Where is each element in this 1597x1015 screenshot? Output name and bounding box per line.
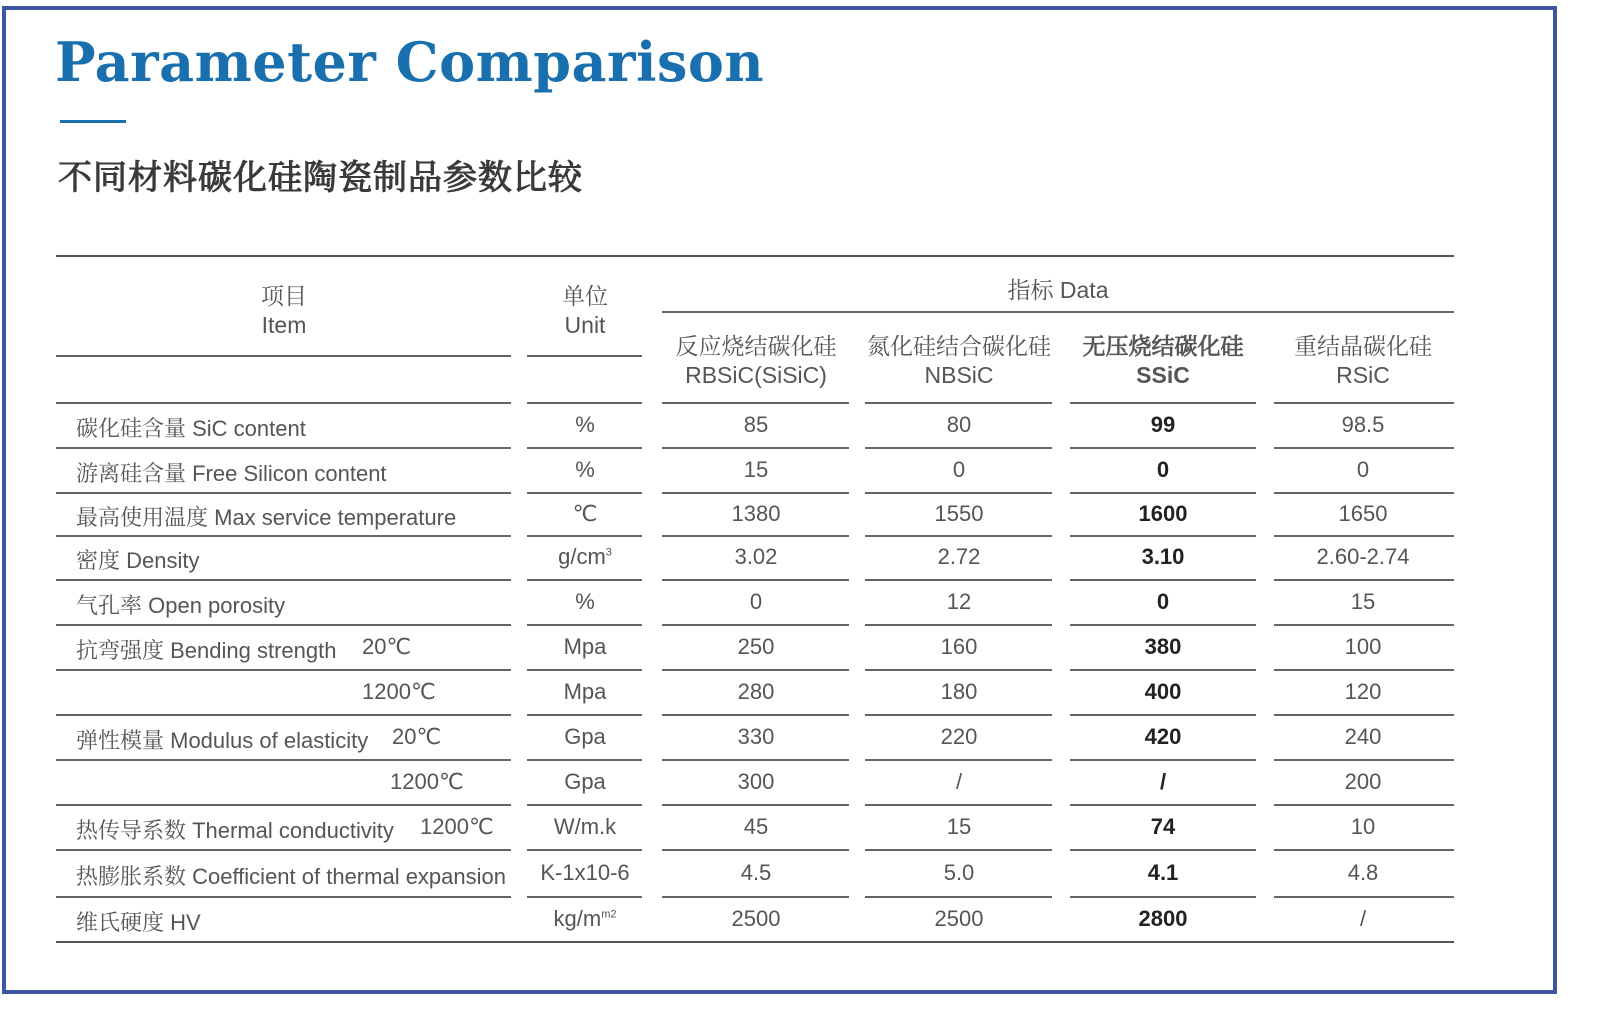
row-rule-value: [662, 669, 849, 671]
row-unit: [558, 544, 612, 570]
row-condition: 1200℃: [390, 769, 464, 794]
row-unit-text: %: [575, 589, 595, 614]
row-rule-item: [56, 804, 511, 806]
row-value: 0: [952, 457, 966, 482]
row-value: 400: [1144, 679, 1182, 704]
row-rule-value: [1070, 624, 1256, 626]
row-rule-item: [56, 669, 511, 671]
row-rule-item: [56, 759, 511, 761]
row-item-label: 最高使用温度 Max service temperature: [76, 505, 457, 530]
row-unit: [575, 412, 595, 438]
row-value: 2500: [934, 906, 984, 931]
row-value: /: [1159, 769, 1167, 794]
row-value: 280: [737, 679, 775, 704]
row-rule-value: [865, 849, 1052, 851]
row-unit: [564, 634, 607, 660]
row-item-label: 气孔率 Open porosity: [76, 593, 286, 618]
page-subtitle: 不同材料碳化硅陶瓷制品参数比较: [58, 158, 583, 198]
row-rule-value: [865, 669, 1052, 671]
row-rule-value: [1274, 714, 1454, 716]
row-unit: [575, 457, 595, 483]
material-header-en: RSiC: [1336, 362, 1390, 388]
row-rule-value: [865, 447, 1052, 449]
row-unit-text: W/m.k: [553, 814, 617, 839]
row-unit-superscript: m2: [601, 908, 617, 921]
row-rule-value: [1274, 624, 1454, 626]
row-value: 15: [1350, 589, 1376, 614]
row-value: 380: [1144, 634, 1182, 659]
row-rule-value: [1070, 714, 1256, 716]
row-value: 420: [1144, 724, 1182, 749]
row-rule-value: [1274, 759, 1454, 761]
row-value: 4.8: [1347, 860, 1379, 885]
row-value: 74: [1150, 814, 1176, 839]
row-rule-unit: [527, 896, 642, 898]
table-bottom-rule: [56, 941, 1454, 943]
row-rule-unit: [527, 579, 642, 581]
row-rule-value: [865, 535, 1052, 537]
row-rule-item: [56, 579, 511, 581]
row-rule-value: [662, 492, 849, 494]
row-rule-unit: [527, 402, 642, 404]
material-header-cn: 反应烧结碳化硅: [675, 333, 837, 359]
row-value: 0: [749, 589, 763, 614]
row-value: 180: [940, 679, 978, 704]
row-rule-value: [662, 579, 849, 581]
row-item-label: 密度 Density: [76, 548, 200, 573]
row-value: 12: [946, 589, 972, 614]
row-rule-value: [1274, 579, 1454, 581]
header-item-en: Item: [261, 312, 307, 338]
row-rule-value: [1070, 402, 1256, 404]
material-header-cn: 氮化硅结合碳化硅: [867, 333, 1051, 359]
row-rule-value: [865, 714, 1052, 716]
row-value: 98.5: [1341, 412, 1385, 437]
row-unit-text: Mpa: [563, 634, 607, 659]
header-rule-data: [662, 311, 1454, 313]
row-rule-value: [1070, 759, 1256, 761]
row-rule-unit: [527, 669, 642, 671]
row-value: 10: [1350, 814, 1376, 839]
row-value: 220: [940, 724, 978, 749]
row-rule-item: [56, 849, 511, 851]
row-item-label: 热膨胀系数 Coefficient of thermal expansion: [76, 864, 506, 889]
row-value: 250: [737, 634, 775, 659]
row-rule-value: [662, 849, 849, 851]
row-unit: [573, 501, 598, 527]
header-data-label: 指标 Data: [1007, 277, 1109, 303]
row-rule-unit: [527, 714, 642, 716]
row-value: 0: [1156, 589, 1170, 614]
header-unit-en: Unit: [564, 312, 606, 338]
row-rule-value: [1070, 804, 1256, 806]
header-unit-cn: 单位: [562, 283, 608, 309]
row-unit-text: Mpa: [563, 679, 607, 704]
row-rule-value: [1070, 896, 1256, 898]
row-rule-value: [662, 624, 849, 626]
row-rule-unit: [527, 624, 642, 626]
row-rule-unit: [527, 759, 642, 761]
row-unit-text: K-1x10-6: [540, 860, 630, 885]
row-value: 200: [1344, 769, 1382, 794]
row-rule-value: [1070, 492, 1256, 494]
row-value: 99: [1150, 412, 1176, 437]
row-value: 2.72: [937, 544, 981, 569]
row-value: 1650: [1338, 501, 1388, 526]
row-rule-value: [865, 759, 1052, 761]
row-rule-value: [865, 579, 1052, 581]
row-value: 160: [940, 634, 978, 659]
row-condition: 20℃: [392, 724, 442, 749]
row-value: 1380: [731, 501, 781, 526]
row-rule-value: [865, 492, 1052, 494]
row-item-label: 游离硅含量 Free Silicon content: [76, 461, 387, 486]
row-value: 4.5: [740, 860, 772, 885]
row-rule-unit: [527, 447, 642, 449]
row-item-label: 弹性模量 Modulus of elasticity: [76, 728, 369, 753]
row-rule-value: [865, 624, 1052, 626]
row-value: 120: [1344, 679, 1382, 704]
row-rule-value: [662, 804, 849, 806]
row-unit-text: kg/m: [553, 906, 602, 931]
row-item-label: 抗弯强度 Bending strength: [76, 638, 337, 663]
row-rule-item: [56, 447, 511, 449]
row-condition: 20℃: [362, 634, 412, 659]
row-value: 300: [737, 769, 775, 794]
material-header-cn: 重结晶碳化硅: [1294, 333, 1432, 359]
row-rule-value: [1274, 402, 1454, 404]
row-rule-value: [1070, 579, 1256, 581]
table-top-rule: [56, 255, 1454, 257]
row-rule-value: [662, 447, 849, 449]
row-value: 3.02: [734, 544, 778, 569]
row-unit-text: %: [575, 457, 595, 482]
row-condition: 1200℃: [362, 679, 436, 704]
row-rule-value: [662, 402, 849, 404]
row-value: 0: [1156, 457, 1170, 482]
row-value: 2.60-2.74: [1316, 544, 1410, 569]
row-rule-item: [56, 535, 511, 537]
row-rule-item: [56, 402, 511, 404]
row-value: 80: [946, 412, 972, 437]
row-rule-value: [1274, 492, 1454, 494]
row-unit-text: ℃: [572, 501, 598, 526]
row-rule-value: [1070, 849, 1256, 851]
row-unit-text: g/cm: [558, 544, 606, 569]
row-unit-text: Gpa: [564, 724, 606, 749]
page-title: Parameter Comparison: [55, 30, 765, 94]
row-rule-value: [865, 402, 1052, 404]
row-unit-superscript: 3: [605, 546, 612, 559]
row-unit: [564, 724, 606, 750]
row-value: 100: [1344, 634, 1382, 659]
row-item-label: 维氏硬度 HV: [76, 910, 201, 935]
row-rule-value: [1274, 535, 1454, 537]
header-rule-item: [56, 355, 511, 357]
row-rule-value: [662, 759, 849, 761]
row-unit-text: Gpa: [564, 769, 606, 794]
material-header-en: RBSiC(SiSiC): [685, 362, 827, 388]
row-rule-value: [1274, 804, 1454, 806]
row-value: 3.10: [1141, 544, 1185, 569]
row-unit: [575, 589, 595, 615]
row-value: 1550: [934, 501, 984, 526]
row-unit-text: %: [575, 412, 595, 437]
row-rule-value: [1274, 669, 1454, 671]
header-item-cn: 项目: [261, 283, 307, 309]
row-unit: [554, 906, 617, 932]
row-rule-unit: [527, 492, 642, 494]
material-header-cn: 无压烧结碳化硅: [1082, 333, 1244, 359]
row-rule-unit: [527, 535, 642, 537]
row-rule-value: [865, 896, 1052, 898]
row-value: /: [1359, 906, 1367, 931]
row-rule-value: [865, 804, 1052, 806]
row-item-label: 碳化硅含量 SiC content: [76, 416, 306, 441]
row-rule-value: [1274, 849, 1454, 851]
row-rule-item: [56, 624, 511, 626]
row-rule-value: [1070, 669, 1256, 671]
row-rule-item: [56, 714, 511, 716]
row-rule-value: [1274, 896, 1454, 898]
row-rule-value: [1070, 535, 1256, 537]
row-value: 1600: [1138, 501, 1188, 526]
row-condition: 1200℃: [420, 814, 494, 839]
row-rule-value: [662, 714, 849, 716]
row-value: 15: [946, 814, 972, 839]
row-value: 0: [1356, 457, 1370, 482]
row-rule-value: [662, 896, 849, 898]
row-unit: [564, 679, 607, 705]
row-value: 330: [737, 724, 775, 749]
row-value: 2800: [1138, 906, 1188, 931]
row-unit: [564, 769, 606, 795]
row-rule-item: [56, 896, 511, 898]
row-value: 4.1: [1147, 860, 1179, 885]
row-value: /: [955, 769, 963, 794]
row-value: 85: [743, 412, 769, 437]
row-rule-value: [662, 535, 849, 537]
header-rule-unit: [527, 355, 642, 357]
row-value: 45: [743, 814, 769, 839]
row-rule-item: [56, 492, 511, 494]
material-header-en: NBSiC: [924, 362, 994, 388]
row-rule-unit: [527, 849, 642, 851]
row-unit: [540, 860, 629, 886]
row-value: 15: [743, 457, 769, 482]
row-rule-value: [1070, 447, 1256, 449]
row-value: 2500: [731, 906, 781, 931]
row-unit: [554, 814, 616, 840]
row-rule-unit: [527, 804, 642, 806]
material-header-en: SSiC: [1136, 362, 1190, 388]
row-item-label: 热传导系数 Thermal conductivity: [76, 818, 394, 843]
row-value: 240: [1344, 724, 1382, 749]
row-value: 5.0: [943, 860, 975, 885]
row-rule-value: [1274, 447, 1454, 449]
